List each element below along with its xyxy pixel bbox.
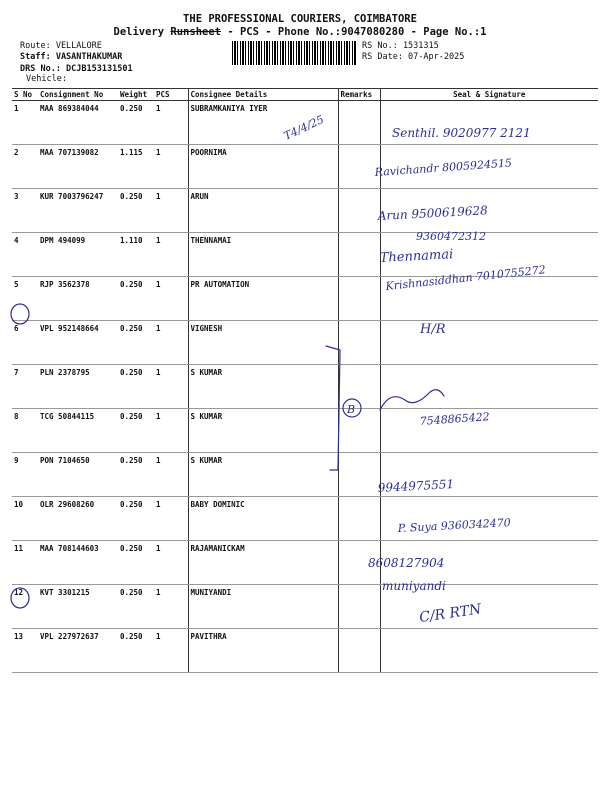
cell-sno: 11 (12, 541, 38, 585)
company-name: THE PROFESSIONAL COURIERS, COIMBATORE (183, 13, 417, 25)
cell-pcs: 1 (154, 409, 188, 453)
cell-pcs: 1 (154, 189, 188, 233)
handwritten-remark-1: T4/4/25 (281, 112, 327, 143)
cell-weight: 0.250 (118, 629, 154, 673)
cell-consignee: ARUN (188, 189, 338, 233)
cell-sno: 3 (12, 189, 38, 233)
cell-sno: 12 (12, 585, 38, 629)
handwritten-sign-4: Thennamai (379, 247, 454, 266)
cell-consignee: PR AUTOMATION (188, 277, 338, 321)
cell-sno: 2 (12, 145, 38, 189)
cell-consignee: SUBRAMKANIYA IYER (188, 101, 338, 145)
cell-pcs: 1 (154, 277, 188, 321)
cell-pcs: 1 (154, 321, 188, 365)
cell-consignee: S KUMAR (188, 409, 338, 453)
cell-consignment: KVT 3301215 (38, 585, 118, 629)
cell-consignment: OLR 29608260 (38, 497, 118, 541)
cell-consignee: PAVITHRA (188, 629, 338, 673)
cell-sno: 1 (12, 101, 38, 145)
cell-consignee: RAJAMANICKAM (188, 541, 338, 585)
title-suffix: - PCS - Phone No.:9047080280 - Page No.:1 (227, 26, 487, 38)
cell-pcs: 1 (154, 365, 188, 409)
cell-sno: 8 (12, 409, 38, 453)
cell-consignment: MAA 707139082 (38, 145, 118, 189)
cell-consignee: S KUMAR (188, 365, 338, 409)
cell-weight: 0.250 (118, 409, 154, 453)
cell-consignment: PLN 2378795 (38, 365, 118, 409)
handwritten-remark-6: H/R (420, 322, 446, 337)
handwritten-sign-12: muniyandi (382, 579, 446, 593)
cell-sno: 9 (12, 453, 38, 497)
cell-weight: 0.250 (118, 585, 154, 629)
cell-weight: 0.250 (118, 101, 154, 145)
cell-sno: 4 (12, 233, 38, 277)
handwritten-sign-5: Krishnasiddhan 7010755272 (384, 263, 547, 293)
handwritten-phone-8: 7548865422 (419, 410, 491, 428)
cell-consignment: VPL 952148664 (38, 321, 118, 365)
cell-consignee: THENNAMAI (188, 233, 338, 277)
drs-number: DRS No.: DCJB153131501 (20, 64, 133, 74)
cell-consignment: KUR 7003796247 (38, 189, 118, 233)
cell-consignee: S KUMAR (188, 453, 338, 497)
cell-consignment: RJP 3562378 (38, 277, 118, 321)
handwritten-sign-11: P. Suya 9360342470 (397, 516, 512, 535)
circle-mark-13 (11, 588, 29, 608)
cell-weight: 0.250 (118, 277, 154, 321)
cell-sno: 13 (12, 629, 38, 673)
staff-label: Staff: VASANTHAKUMAR (20, 52, 123, 62)
handwritten-remark-8: B (347, 403, 356, 416)
col-consignee: Consignee Details (188, 89, 338, 101)
cell-consignee: MUNIYANDI (188, 585, 338, 629)
title-struck: Runsheet (170, 26, 221, 38)
cell-weight: 1.115 (118, 145, 154, 189)
handwritten-remark-13: C/R RTN (418, 601, 483, 626)
col-pcs: PCS (154, 89, 188, 101)
handwritten-sign-3: Arun 9500619628 (377, 203, 489, 223)
bracket-mark (326, 346, 340, 470)
vehicle-label: Vehicle: (26, 74, 67, 84)
rs-date: RS Date: 07-Apr-2025 (362, 52, 465, 62)
cell-consignment: MAA 708144603 (38, 541, 118, 585)
cell-consignee: VIGNESH (188, 321, 338, 365)
handwritten-phone-12: 8608127904 (368, 556, 445, 570)
col-remarks: Remarks (338, 89, 380, 101)
cell-pcs: 1 (154, 541, 188, 585)
cell-pcs: 1 (154, 629, 188, 673)
cell-sno: 10 (12, 497, 38, 541)
cell-weight: 0.250 (118, 321, 154, 365)
col-consignment: Consignment No (38, 89, 118, 101)
col-seal: Seal & Signature (380, 89, 598, 101)
cell-consignment: TCG 50844115 (38, 409, 118, 453)
cell-weight: 0.250 (118, 497, 154, 541)
handwritten-phone-4: 9360472312 (416, 230, 486, 243)
cell-consignment: DPM 494099 (38, 233, 118, 277)
cell-consignee: BABY DOMINIC (188, 497, 338, 541)
cell-pcs: 1 (154, 453, 188, 497)
cell-weight: 0.250 (118, 541, 154, 585)
col-sno: S No (12, 89, 38, 101)
cell-sno: 6 (12, 321, 38, 365)
cell-sno: 5 (12, 277, 38, 321)
circle-mark-6 (11, 304, 29, 324)
scribble-sign-8 (380, 390, 444, 410)
handwritten-sign-1: Senthil. 9020977 2121 (392, 126, 531, 140)
cell-weight: 0.250 (118, 189, 154, 233)
cell-consignment: PON 7104650 (38, 453, 118, 497)
cell-pcs: 1 (154, 101, 188, 145)
cell-pcs: 1 (154, 497, 188, 541)
cell-weight: 1.110 (118, 233, 154, 277)
cell-pcs: 1 (154, 585, 188, 629)
cell-consignment: MAA 869384044 (38, 101, 118, 145)
cell-consignee: POORNIMA (188, 145, 338, 189)
handwritten-sign-10: 9944975551 (377, 477, 455, 495)
handwritten-sign-2: Ravichandr 8005924515 (374, 156, 513, 179)
route-label: Route: VELLALORE (20, 41, 102, 51)
cell-pcs: 1 (154, 145, 188, 189)
cell-weight: 0.250 (118, 365, 154, 409)
cell-pcs: 1 (154, 233, 188, 277)
cell-weight: 0.250 (118, 453, 154, 497)
cell-sno: 7 (12, 365, 38, 409)
cell-consignment: VPL 227972637 (38, 629, 118, 673)
col-weight: Weight (118, 89, 154, 101)
rs-number: RS No.: 1531315 (362, 41, 439, 51)
title-prefix: Delivery (113, 26, 165, 38)
